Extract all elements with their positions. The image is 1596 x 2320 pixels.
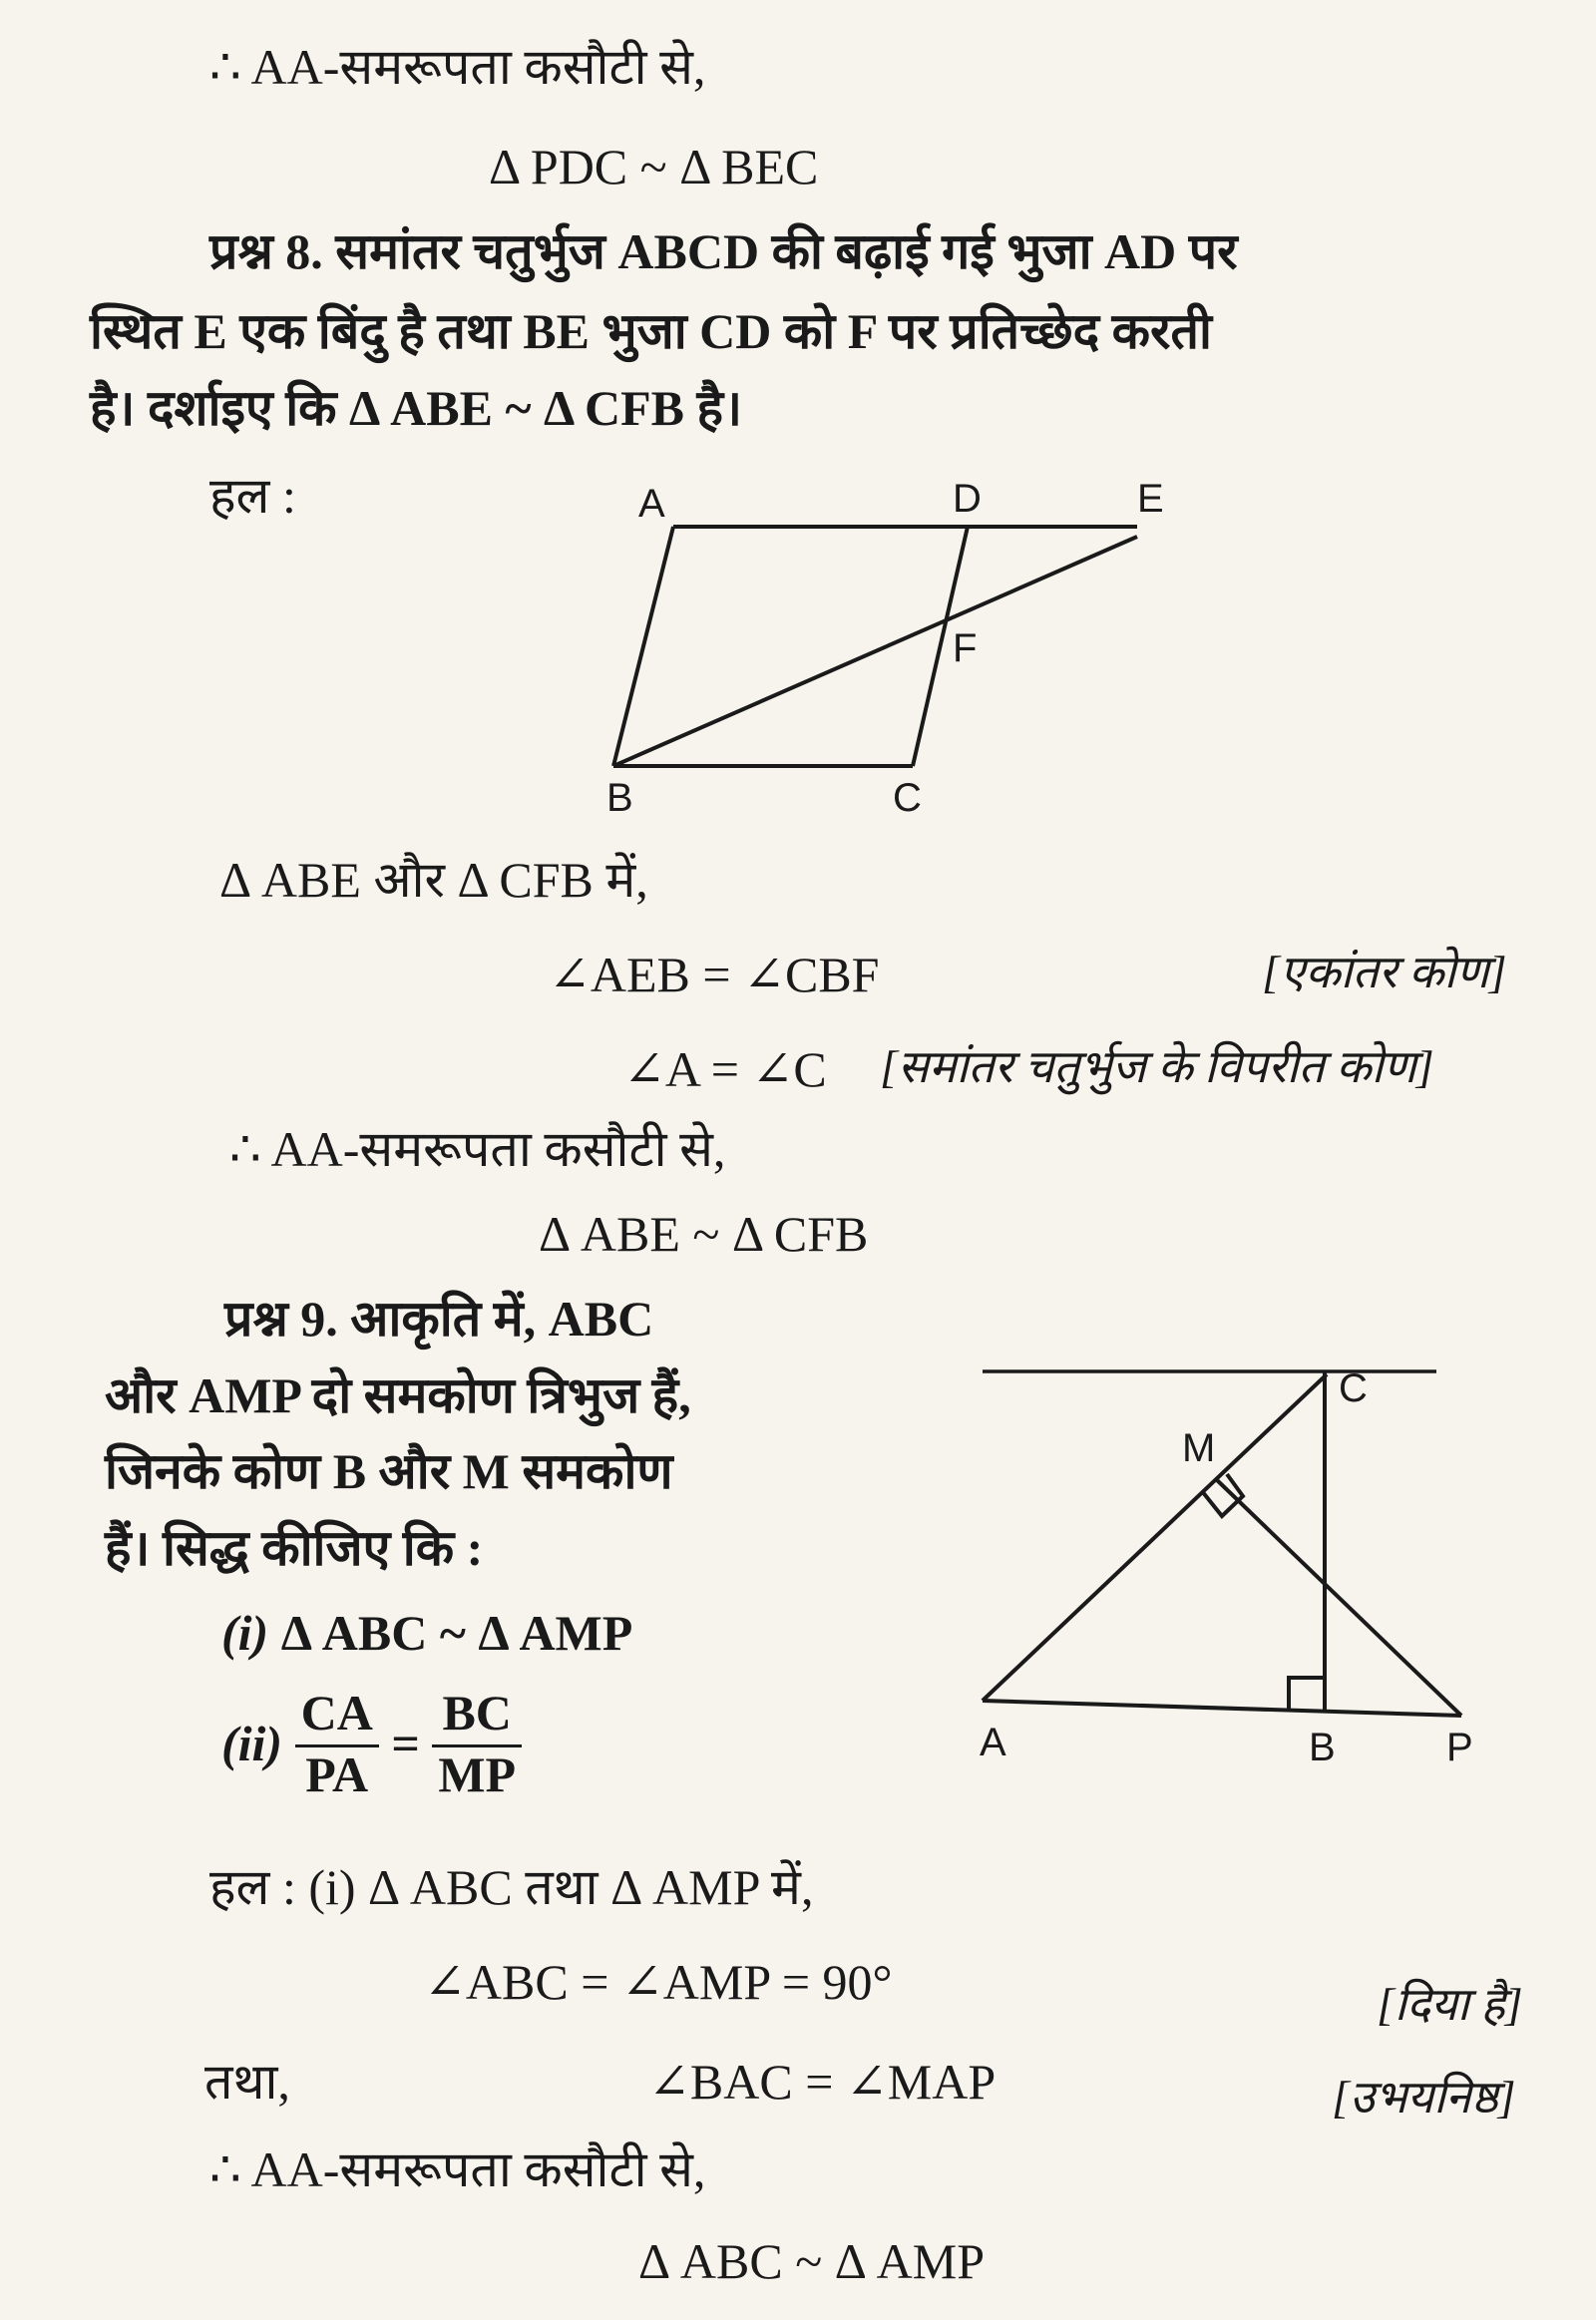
q9-label-p: P — [1446, 1726, 1473, 1769]
q9-criterion: ∴ AA-समरूपता कसौटी से, — [209, 2141, 706, 2197]
q8-criterion: ∴ AA-समरूपता कसौटी से, — [229, 1121, 726, 1177]
q9-label-m: M — [1182, 1426, 1216, 1470]
q9-eq1: ∠ABC = ∠AMP = 90° — [424, 1954, 893, 2010]
q9-eq2: ∠BAC = ∠MAP — [648, 2054, 997, 2110]
q8-statement-line3: है। दर्शाइए कि Δ ABE ~ Δ CFB है। — [90, 380, 743, 436]
q9-frac1-den: PA — [305, 1746, 369, 1802]
q9-part-i-text: Δ ABC ~ Δ AMP — [280, 1605, 633, 1661]
q8-statement-line1: प्रश्न 8. समांतर चतुर्भुज ABCD की बढ़ाई गई भुजा AD पर — [209, 223, 1238, 279]
q9-part-i-label: (i) — [221, 1605, 269, 1661]
q8-label-d: D — [953, 477, 982, 521]
q9-eq2-reason: [उभयनिष्ठ] — [1332, 2072, 1516, 2123]
q8-eq2-reason: [समांतर चतुर्भुज के विपरीत कोण] — [880, 1041, 1434, 1092]
q8-label-a: A — [638, 482, 665, 526]
q8-label-f: F — [953, 626, 978, 670]
q9-label-c: C — [1339, 1366, 1368, 1410]
right-angle-m — [1202, 1474, 1243, 1516]
q9-frac2-num: BC — [432, 1686, 522, 1747]
q9-solution: हल : (i) Δ ABC तथा Δ AMP में, — [209, 1859, 814, 1915]
q8-label-c: C — [893, 776, 922, 820]
q9-eq1-reason: [दिया है] — [1377, 1979, 1523, 2030]
q9-frac2-den: MP — [438, 1746, 517, 1802]
q8-eq2: ∠A = ∠C — [623, 1041, 827, 1097]
q9-label-a: A — [980, 1721, 1006, 1764]
q8-eq1: ∠AEB = ∠CBF — [549, 947, 880, 1002]
segment-mp — [1215, 1478, 1461, 1716]
q8-statement-line2: स्थित E एक बिंदु है तथा BE भुजा CD को F पर प्रतिच्छेद करती — [90, 303, 1212, 359]
q8-solution-label: हल : — [209, 468, 296, 524]
q9-tatha: तथा, — [204, 2054, 290, 2110]
q8-label-e: E — [1137, 477, 1164, 521]
q9-result: Δ ABC ~ Δ AMP — [638, 2233, 986, 2289]
q8-in-triangles: Δ ABE और Δ CFB में, — [219, 852, 648, 908]
q7-result: Δ PDC ~ Δ BEC — [489, 139, 819, 194]
q9-statement-line2: और AMP दो समकोण त्रिभुज हैं, — [105, 1367, 691, 1423]
segment-ap — [983, 1701, 1461, 1716]
q8-result: Δ ABE ~ Δ CFB — [539, 1206, 869, 1262]
q9-frac1-num: CA — [295, 1686, 379, 1747]
right-angle-b — [1289, 1678, 1325, 1709]
q9-statement-line4: हैं। सिद्ध कीजिए कि : — [105, 1520, 484, 1576]
q8-eq1-reason: [एकांतर कोण] — [1262, 947, 1507, 997]
q9-label-b: B — [1309, 1726, 1336, 1769]
q9-statement-line1: प्रश्न 9. आकृति में, ABC — [224, 1291, 654, 1347]
q7-criterion: ∴ AA-समरूपता कसौटी से, — [209, 39, 706, 95]
q8-label-b: B — [606, 776, 633, 820]
q9-equals: = — [391, 1716, 420, 1771]
q9-statement-line3: जिनके कोण B और M समकोण — [105, 1443, 673, 1499]
q9-part-ii-label: (ii) — [221, 1716, 283, 1771]
